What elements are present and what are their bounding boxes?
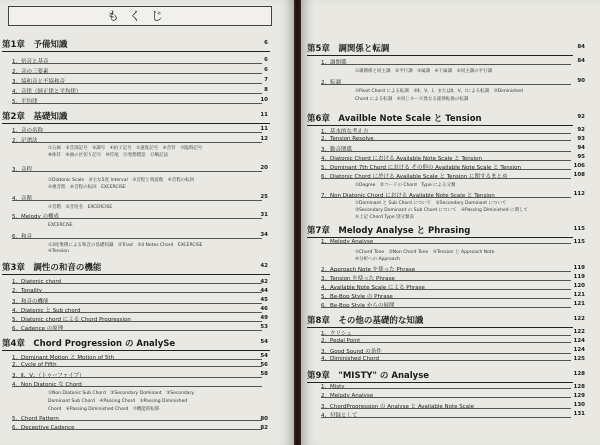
leader-line: [321, 353, 571, 354]
leader-line: [321, 289, 571, 290]
page-number: 42: [260, 279, 268, 285]
sub-topics: ①調関係と同主調 ②平行調 ③属調 ④下属調 ⑤同主調の平行調: [355, 69, 493, 74]
page-number: 34: [260, 232, 268, 238]
sub-topics: ⑤上記 Chord Type 別分類表: [355, 215, 415, 220]
leader-line: [12, 429, 262, 430]
toc-entry[interactable]: [321, 265, 571, 273]
toc-entry[interactable]: [12, 165, 262, 173]
entry-number: 5.: [12, 99, 18, 105]
toc-entry[interactable]: [12, 371, 262, 379]
sub-topics: ①Chord Tone ②Non Chord Tone ③Tension と Approach Note: [355, 250, 495, 255]
page-number: 10: [260, 97, 268, 103]
entry-number: 6.: [12, 326, 18, 332]
entry-title: Melody Analyse: [330, 393, 374, 399]
entry-number: 5.: [321, 294, 327, 300]
entry-number: 4.: [12, 196, 18, 202]
entry-title: 記譜法: [21, 138, 38, 144]
entry-title: Dominant Motion と Motion of 5th: [21, 355, 114, 361]
entry-title: Non Diatonic Chord における Available Note Scale と Tension: [330, 193, 495, 199]
entry-number: 3.: [12, 167, 18, 173]
toc-entry[interactable]: [12, 297, 262, 305]
chapter-title: 第9章 "MISTY" の Analyse: [307, 371, 430, 381]
page-number: 108: [573, 172, 585, 178]
toc-entry[interactable]: [321, 347, 571, 355]
leader-line: [321, 360, 571, 361]
entry-title: 音階: [21, 196, 33, 202]
chapter-title: 第5章 調関係と転調: [307, 44, 390, 54]
entry-title: クリシェ: [330, 331, 352, 337]
page-number: 6: [264, 67, 268, 73]
chapter-title: 第3章 調性の和音の機能: [2, 263, 102, 273]
entry-number: 2.: [12, 69, 18, 75]
chapter-title: 第7章 Melody Analyse と Phrasing: [307, 226, 471, 236]
toc-entry[interactable]: [321, 292, 571, 300]
page-number: 130: [573, 402, 585, 408]
page-number: 131: [573, 411, 585, 417]
toc-entry[interactable]: [12, 57, 262, 65]
page-number: 7: [264, 77, 268, 83]
entry-number: 7.: [321, 193, 327, 199]
page-number: 11: [260, 112, 268, 118]
leader-line: [321, 133, 571, 134]
page-number: 115: [573, 239, 585, 245]
entry-number: 3.: [12, 373, 18, 379]
toc-entry[interactable]: [12, 353, 262, 361]
entry-number: 1.: [321, 331, 327, 337]
entry-number: 4.: [321, 156, 327, 162]
leader-line: [321, 388, 571, 389]
entry-number: 2.: [321, 338, 327, 344]
leader-line: [12, 292, 262, 293]
toc-title: もくじ: [8, 6, 272, 26]
entry-number: 1.: [321, 239, 327, 245]
entry-title: Cadence の原理: [21, 326, 64, 332]
page-number: 112: [573, 191, 585, 197]
sub-topics: Dominant Sub Chord ④Passing Chord ⑤Passing Diminished: [48, 399, 188, 404]
page-number: 25: [260, 194, 268, 200]
toc-entry[interactable]: [321, 338, 571, 344]
leader-line: [12, 283, 262, 284]
entry-number: 2.: [321, 136, 327, 142]
entry-number: 6.: [12, 234, 18, 240]
chapter-title: 第1章 予備知識: [2, 40, 68, 50]
toc-entry[interactable]: [321, 411, 571, 419]
page-number: 42: [260, 263, 268, 269]
entry-number: 1.: [321, 384, 327, 390]
entry-title: 和音: [21, 234, 33, 240]
entry-title: Cycle of Fifth: [21, 362, 57, 368]
page-number: 128: [573, 371, 585, 377]
sub-topics: EXCERCISE: [48, 223, 73, 228]
sub-topics: ⑤複音程 ⑥音程の転回 EXCERCISE: [48, 185, 126, 190]
entry-title: 調関係: [330, 60, 347, 66]
sub-topics: Chord ⑥Passing Diminished Chord ⑦機能的転移: [48, 407, 160, 412]
leader-line: [12, 218, 262, 219]
leader-line: [321, 140, 571, 141]
chapter-heading[interactable]: [307, 112, 573, 126]
leader-line: [321, 64, 571, 65]
toc-entry[interactable]: [12, 425, 262, 431]
entry-number: 4.: [12, 89, 18, 95]
entry-number: 3.: [321, 147, 327, 153]
leader-line: [12, 420, 262, 421]
page-number: 11: [260, 126, 268, 132]
entry-number: 5.: [12, 214, 18, 220]
page-number: 90: [577, 78, 585, 84]
entry-title: Be-Bop Style からの展開: [330, 303, 395, 309]
toc-entry[interactable]: [321, 356, 571, 362]
toc-entry[interactable]: [12, 279, 262, 285]
entry-title: Diatonic Chord における Available Note Scale と Tension: [330, 156, 483, 162]
leader-line: [321, 271, 571, 272]
toc-entry[interactable]: [321, 283, 571, 291]
leader-line: [321, 169, 571, 170]
entry-number: 2.: [12, 138, 18, 144]
leader-line: [321, 307, 571, 308]
sub-topics: ①3度堆積による和音の基礎知識 ②Triad ③4 Notes Chord EXCERCISE: [48, 243, 203, 248]
toc-entry[interactable]: [12, 77, 262, 85]
sub-topics: Chord による転調 ④同じキーで異なる旋律転換の転調: [355, 97, 469, 102]
page-number: 129: [573, 393, 585, 399]
sub-topics: ①音階 ②音度名 EXCERCISE: [48, 205, 113, 210]
entry-title: Misty: [330, 384, 345, 390]
entry-title: Melody Analyse: [330, 239, 374, 245]
page-number: 44: [260, 288, 268, 294]
entry-title: 音の名称: [21, 128, 44, 134]
sub-topics: ①五線 ②音部記号 ③調号 ④拍子記号 ⑤速度記号 ⑥音符 ⑦臨時記号: [48, 146, 203, 151]
entry-number: 4.: [12, 382, 18, 388]
page-number: 124: [573, 347, 585, 353]
entry-title: Deceptive Cadence: [21, 425, 75, 431]
page-number: 56: [260, 362, 268, 368]
entry-number: 5.: [321, 165, 327, 171]
entry-number: 2.: [12, 288, 18, 294]
left-page: [0, 0, 294, 445]
right-page: [301, 0, 600, 445]
toc-entry[interactable]: [321, 274, 571, 282]
entry-title: ChordProgression の Analyse と Available Note Scale: [330, 404, 475, 410]
sub-topics: ④Tension: [48, 249, 69, 254]
entry-title: Melody の構成: [21, 214, 60, 220]
leader-line: [321, 243, 571, 244]
chapter-title: 第6章 Availble Note Scale と Tension: [307, 114, 482, 124]
page-number: 6: [264, 40, 268, 46]
toc-entry[interactable]: [321, 301, 571, 309]
toc-entry[interactable]: [321, 127, 571, 135]
toc-entry[interactable]: [12, 306, 262, 314]
toc-entry[interactable]: [12, 380, 262, 388]
entry-title: Be-Bop Style の Phrase: [330, 294, 393, 300]
leader-line: [12, 73, 262, 74]
page-number: 80: [260, 416, 268, 422]
chapter-title: 第2章 基礎知識: [2, 112, 68, 122]
entry-title: Non Diatonic な Chord: [21, 382, 82, 388]
entry-title: 転調: [330, 80, 342, 86]
page-number: 92: [577, 127, 585, 133]
toc-entry[interactable]: [12, 97, 262, 105]
toc-entry[interactable]: [321, 191, 571, 199]
entry-number: 5.: [12, 317, 18, 323]
leader-line: [321, 298, 571, 299]
leader-line: [321, 408, 571, 409]
entry-title: Diatonic chord による Chord Progression: [21, 317, 131, 323]
chapter-title: 第8章 その他の基礎的な知識: [307, 316, 424, 326]
leader-line: [321, 335, 571, 336]
chapter-title: 第4章 Chord Progression の AnalySe: [2, 339, 176, 349]
entry-number: 2.: [321, 80, 327, 86]
leader-line: [12, 132, 262, 133]
toc-entry[interactable]: [12, 194, 262, 202]
leader-line: [12, 238, 262, 239]
toc-entry[interactable]: [321, 145, 571, 153]
page-number: 84: [577, 58, 585, 64]
sub-topics: ①Diatonic Scale ②主な5度 Interval ③音程と周波数 ④音程の転回: [48, 178, 195, 183]
leader-line: [12, 312, 262, 313]
leader-line: [321, 178, 571, 179]
entry-title: 平均律: [21, 99, 38, 105]
page-number: 94: [577, 145, 585, 151]
chapter-heading[interactable]: [307, 314, 573, 328]
page-number: 122: [573, 329, 585, 335]
entry-title: Good Sound の条件: [330, 349, 382, 355]
leader-line: [12, 303, 262, 304]
leader-line: [12, 171, 262, 172]
chapter-heading[interactable]: [2, 261, 270, 275]
entry-title: 基本的な考え方: [330, 129, 369, 135]
sub-topics: ①Pivot Chord による転調 ②Ⅱ、Ⅴ、Ⅰ、またはⅡ、Ⅴ、Ⅰによる転調 ③Diminished: [355, 89, 523, 94]
leader-line: [321, 160, 571, 161]
page-number: 122: [573, 316, 585, 322]
toc-entry[interactable]: [321, 329, 571, 337]
leader-line: [12, 93, 262, 94]
page-number: 125: [573, 356, 585, 362]
toc-entry[interactable]: [321, 393, 571, 399]
page-number: 53: [260, 324, 268, 330]
toc-entry[interactable]: [321, 78, 571, 86]
page-number: 20: [260, 165, 268, 171]
toc-entry[interactable]: [321, 136, 571, 142]
page-number: 54: [260, 339, 268, 345]
sub-topics: ①Degree ②コードの Chord Type による分類: [355, 183, 456, 188]
page-number: 8: [264, 87, 268, 93]
toc-entry[interactable]: [321, 402, 571, 410]
entry-number: 1.: [12, 59, 18, 65]
chapter-heading[interactable]: [307, 42, 573, 56]
toc-entry[interactable]: [321, 154, 571, 162]
entry-title: Dominant 7th Chord における その他の Available Note Scale と Tension: [330, 165, 521, 171]
entry-number: 3.: [321, 349, 327, 355]
toc-entry[interactable]: [321, 172, 571, 180]
leader-line: [12, 321, 262, 322]
leader-line: [12, 63, 262, 64]
toc-entry[interactable]: [321, 58, 571, 66]
leader-line: [321, 84, 571, 85]
entry-number: 3.: [12, 79, 18, 85]
entry-title: Chord Pattern: [21, 416, 59, 422]
page-number: 58: [260, 371, 268, 377]
page-number: 124: [573, 338, 585, 344]
entry-title: Pedal Point: [330, 338, 361, 344]
entry-title: Approach Note を使った Phrase: [330, 267, 416, 273]
entry-title: Tension Resolve: [330, 136, 374, 142]
chapter-heading[interactable]: [2, 337, 270, 351]
toc-entry[interactable]: [12, 67, 262, 75]
page-number: 93: [577, 136, 585, 142]
leader-line: [12, 142, 262, 143]
page-number: 106: [573, 163, 585, 169]
entry-number: 1.: [321, 129, 327, 135]
toc-entry[interactable]: [321, 239, 571, 245]
entry-title: 音の三要素: [21, 69, 49, 75]
chapter-heading[interactable]: [307, 224, 573, 238]
page-number: 92: [577, 114, 585, 120]
entry-number: 6.: [12, 425, 18, 431]
toc-entry[interactable]: [321, 163, 571, 171]
leader-line: [321, 197, 571, 198]
entry-number: 3.: [321, 404, 327, 410]
entry-title: Available Note Scale による Phrase: [330, 285, 425, 291]
leader-line: [321, 417, 571, 418]
entry-title: Diatonic と Sub chord: [21, 308, 81, 314]
leader-line: [12, 200, 262, 201]
entry-title: Diatonic chord: [21, 279, 61, 285]
entry-number: 3.: [321, 276, 327, 282]
entry-number: 6.: [321, 174, 327, 180]
entry-title: 倍音と基音: [21, 59, 49, 65]
toc-entry[interactable]: [321, 384, 571, 390]
entry-number: 4.: [321, 356, 327, 362]
toc-entry[interactable]: [12, 288, 262, 294]
entry-title: 音程: [21, 167, 33, 173]
toc-entry[interactable]: [12, 212, 262, 220]
leader-line: [321, 342, 571, 343]
entry-title: 動音関係: [330, 147, 353, 153]
entry-title: Tension を使った Phrase: [330, 276, 395, 282]
entry-number: 3.: [12, 299, 18, 305]
page-number: 46: [260, 306, 268, 312]
page-number: 6: [264, 57, 268, 63]
page-number: 84: [577, 44, 585, 50]
entry-number: 4.: [321, 413, 327, 419]
page-number: 31: [260, 212, 268, 218]
toc-entry[interactable]: [12, 126, 262, 134]
toc-entry[interactable]: [12, 136, 262, 144]
entry-number: 2.: [321, 267, 327, 273]
leader-line: [12, 377, 262, 378]
page-number: 120: [573, 283, 585, 289]
leader-line: [12, 386, 262, 387]
entry-number: 6.: [321, 303, 327, 309]
page-number: 54: [260, 353, 268, 359]
toc-entry[interactable]: [12, 315, 262, 323]
sub-topics: ①Dominant と Sub Chord について ②Secondary Dominant について: [355, 201, 507, 206]
chapter-heading[interactable]: [2, 38, 270, 52]
leader-line: [12, 366, 262, 367]
page-number: 121: [573, 292, 585, 298]
leader-line: [321, 280, 571, 281]
sub-topics: ③Secondary Dominant の Sub Chord について ④Passing Diminished に関して: [355, 208, 529, 213]
leader-line: [321, 397, 571, 398]
leader-line: [12, 83, 262, 84]
page-number: 45: [260, 297, 268, 303]
toc-entry[interactable]: [12, 232, 262, 240]
page-number: 82: [260, 425, 268, 431]
sub-topics: ①Non Diatonic Sub Chord ②Secondary Dominant ③Secondary: [48, 391, 195, 396]
entry-title: Ⅱ、Ⅴ、（トゥーファイブ）: [21, 373, 85, 379]
leader-line: [12, 103, 262, 104]
entry-number: 5.: [12, 416, 18, 422]
leader-line: [321, 151, 571, 152]
page-number: 49: [260, 315, 268, 321]
sub-topics: ④分析への Approach: [355, 257, 400, 262]
page-number: 95: [577, 154, 585, 160]
page-number: 128: [573, 384, 585, 390]
entry-title: 音律（純正律と平均律）: [21, 89, 82, 95]
entry-number: 1.: [12, 355, 18, 361]
page-number: 119: [573, 274, 585, 280]
entry-number: 2.: [321, 393, 327, 399]
entry-title: 和音の機能: [21, 299, 49, 305]
toc-entry[interactable]: [12, 362, 262, 368]
entry-title: 協和音と不協和音: [21, 79, 66, 85]
toc-entry[interactable]: [12, 87, 262, 95]
entry-number: 1.: [12, 279, 18, 285]
sub-topics: ⑧休符 ⑨曲の区切り記号 ⑩符尾 ⑪発想標語 ⑫略記法: [48, 153, 169, 158]
entry-number: 2.: [12, 362, 18, 368]
chapter-heading[interactable]: [307, 369, 573, 383]
page-number: 121: [573, 301, 585, 307]
book-spine: [294, 0, 301, 445]
page-number: 115: [573, 226, 585, 232]
toc-entry[interactable]: [12, 324, 262, 332]
entry-title: Tonality: [21, 288, 43, 294]
entry-number: 1.: [321, 60, 327, 66]
page-number: 119: [573, 265, 585, 271]
leader-line: [12, 330, 262, 331]
entry-title: Diminished Chord: [330, 356, 379, 362]
chapter-heading[interactable]: [2, 110, 270, 124]
toc-entry[interactable]: [12, 416, 262, 422]
entry-title: 付録として: [330, 413, 358, 419]
page-number: 12: [260, 136, 268, 142]
entry-number: 1.: [12, 128, 18, 134]
entry-title: Diatonic Chord に於ける Available Scale と Tension に関するまとめ: [330, 174, 508, 180]
entry-number: 4.: [12, 308, 18, 314]
leader-line: [12, 359, 262, 360]
entry-number: 4.: [321, 285, 327, 291]
